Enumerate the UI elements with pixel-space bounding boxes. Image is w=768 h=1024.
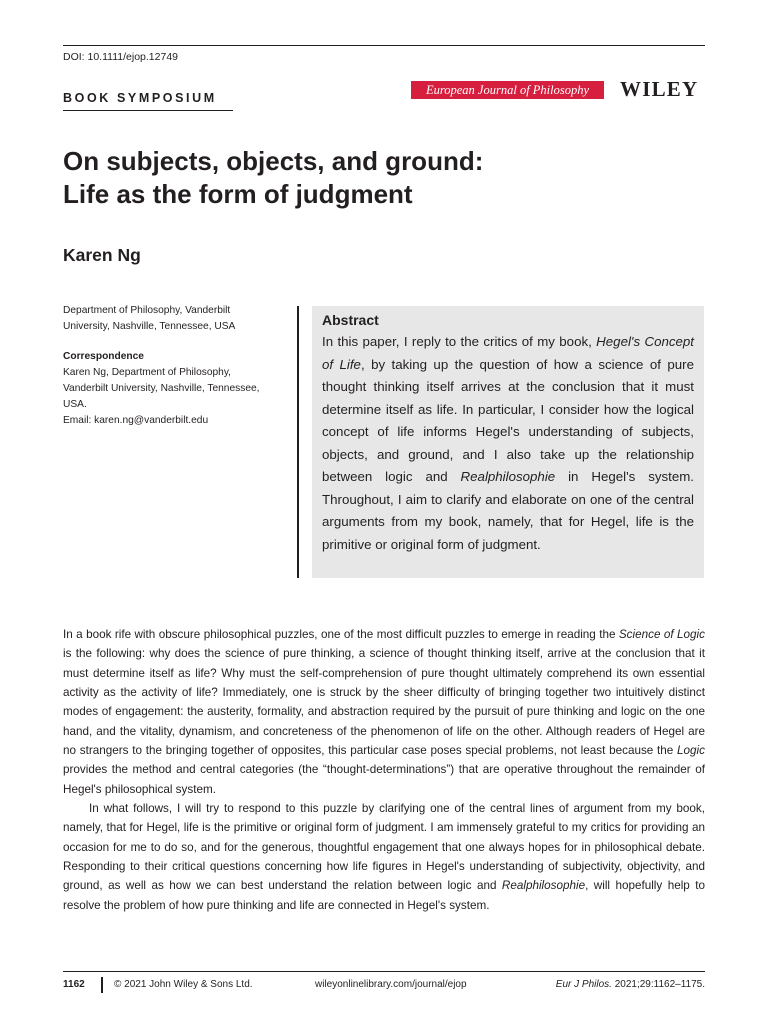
text-run: provides the method and central categories (the “thought-determinations”) that are operative throughout the remainder of Hegel's philosophical system.	[63, 763, 705, 796]
affiliation	[63, 303, 293, 335]
citation	[556, 979, 705, 990]
correspondence-label: Correspondence	[63, 351, 144, 362]
correspondence-line: USA.	[63, 399, 87, 410]
footer-divider	[101, 977, 103, 993]
abstract-divider	[297, 306, 299, 578]
abstract-text-part: , by taking up the question of how a science of pure thought thinking itself arrives at the conclusion that it must determine itself as life. In particular, I consider how the logical concept of life informs Hegel's understanding of subjects, objects, and ground, and I also take up the relationship between logic and	[322, 356, 694, 484]
abstract-box	[312, 306, 704, 578]
abstract-text-part: in Hegel's system. Throughout, I aim to clarify and elaborate on one of the central arguments from my book, namely, that for Hegel, life is the primitive or original form of judgment.	[322, 469, 694, 552]
section-underline	[63, 110, 233, 111]
text-run: , will hopefully help to resolve the problem of how pure thinking and life are connected in Hegel's system.	[63, 879, 705, 912]
abstract-text	[322, 331, 694, 556]
journal-logo: European Journal of Philosophy	[411, 81, 604, 99]
paragraph-1	[63, 625, 705, 799]
affiliation-line: University, Nashville, Tennessee, USA	[63, 321, 236, 332]
title-line-1: On subjects, objects, and ground:	[63, 146, 484, 176]
text-run: is the following: why does the science of pure thinking, a science of thought thinking itself, arrive at the conclusion that it must determine itself as life? Why must the self-comprehension of pure thought ultimately comprehend its own essential activity as the activity of life? Immediately, one is struck by the sheer difficulty of bringing together two intuitively distinct modes of engagement: the austerity, formality, and abstraction required by the pursuit of pure thinking and logic on the one hand, and the vitality, dynamism, and concreteness of the phenomenon of life on the other. Although readers of Hegel are no strangers to the bringing together of opposites, this particular case poses special problems, not least because the	[63, 647, 705, 758]
term-realphilosophie: Realphilosophie	[460, 469, 556, 484]
text-run: In a book rife with obscure philosophical puzzles, one of the most difficult puzzles to emerge in reading the	[63, 628, 619, 641]
section-label: BOOK SYMPOSIUM	[63, 91, 217, 105]
work-title: Science of Logic	[618, 628, 705, 641]
paragraph-2	[63, 799, 705, 915]
footer-rule	[63, 971, 705, 972]
abstract-text-part: In this paper, I reply to the critics of my book,	[322, 334, 597, 349]
correspondence-line: Karen Ng, Department of Philosophy,	[63, 367, 231, 378]
author-name: Karen Ng	[63, 245, 141, 265]
copyright: © 2021 John Wiley & Sons Ltd.	[114, 979, 253, 990]
publisher-logo: WILEY	[620, 77, 699, 101]
text-run: In what follows, I will try to respond to this puzzle by clarifying one of the central lines of argument from my book, namely, that for Hegel, life is the primitive or original form of judgment. I am immensely grateful to my critics for providing an occasion for me to do so, and for the generous, thoughtful engagement that one always hopes for in philosophical debate. Responding to their critical questions concerning how life figures in Hegel's understanding of subjectivity, objectivity, and ground, as well as how we can best understand the relation between logic and	[63, 802, 705, 893]
top-rule	[63, 45, 705, 46]
citation-details: 2021;29:1162–1175.	[611, 979, 705, 990]
correspondence-line: Vanderbilt University, Nashville, Tennessee,	[63, 383, 260, 394]
title-line-2: Life as the form of judgment	[63, 179, 413, 209]
book-title: Hegel's Concept of Life	[322, 334, 694, 372]
body-text	[63, 625, 705, 915]
page-number: 1162	[63, 979, 85, 990]
journal-website-link[interactable]: wileyonlinelibrary.com/journal/ejop	[315, 979, 467, 990]
term-realphilosophie: Realphilosophie	[501, 879, 586, 893]
doi[interactable]: DOI: 10.1111/ejop.12749	[63, 51, 179, 63]
affiliation-line: Department of Philosophy, Vanderbilt	[63, 305, 231, 316]
abstract-heading: Abstract	[322, 312, 379, 328]
work-title: Logic	[677, 744, 705, 758]
article-title	[63, 145, 703, 211]
citation-journal: Eur J Philos.	[555, 979, 612, 990]
email-link[interactable]: Email: karen.ng@vanderbilt.edu	[63, 415, 209, 426]
correspondence	[63, 349, 293, 429]
